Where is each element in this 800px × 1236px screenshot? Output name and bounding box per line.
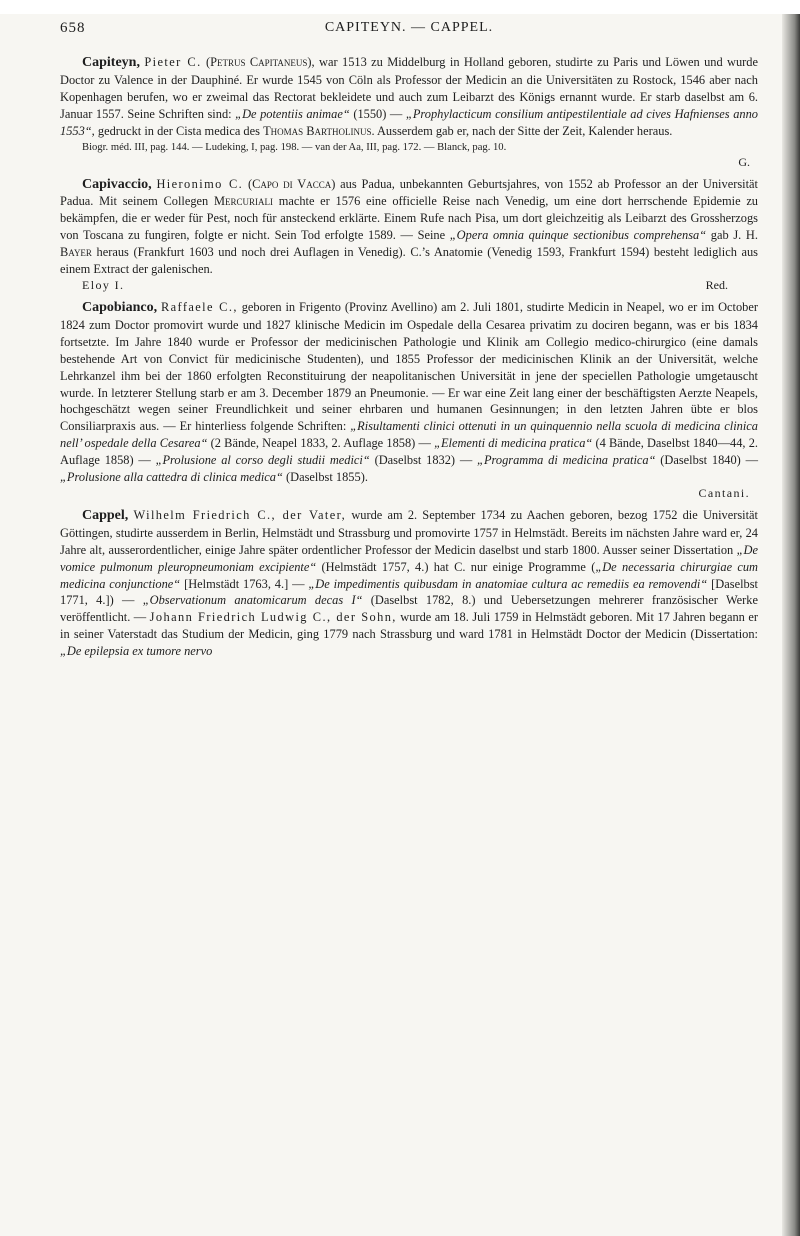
page-number: 658 [60,20,86,36]
entry-name: Capobianco, [82,299,158,315]
entry-text: machte er 1576 eine officielle Reise nach Venedig, um eine dort herrschende Epidemie zu bekämpfen, die er weder für Pest, noch für ansteckend erklärte. Einem Rufe nach Pisa, um dort gleichzeitig als Leibarzt des Grossherzogs von Toscana zu fungiren, folgte er nicht. Sein Tod erfolgte 1589. — Seine [60,194,759,243]
entry-text: war 1513 zu Middelburg in Holland geboren, studirte zu Paris und Löwen und wurde Doctor zu Valence in der Dauphiné. Er wurde 1545 von Cöln als Professor der Medicin an die Universitäten zu Rostock, 1546 aber nach Kopenhagen berufen, wo er zweimal das Rectorat bekleidete und auch zum Leibarzt des Königs ernannt wurde. Er starb daselbst am 6. Januar 1557. Seine Schriften sind: [60,55,759,121]
entry-text: (4 Bände, Daselbst 1840—44, 2. Auflage 1858) — [60,436,758,468]
person-name: Bayer [60,245,92,260]
work-title: „De impedimentis quibusdam in anatomiae cultura ac remediis ea removendi“ [308,576,708,591]
work-title: „Opera omnia quinque sectionibus comprehensa“ [449,228,707,243]
work-title: „De potentiis animae“ [235,106,350,121]
entry-name: Capivaccio, [82,176,152,192]
references: Biogr. méd. III, pag. 144. — Ludeking, I, pag. 198. — van der Aa, III, pag. 172. — Blanck, pag. 10. [82,141,507,153]
entry-author: Raffaele C., [160,299,238,314]
book-page [0,14,800,1236]
entry-text: wurde am 2. September 1734 zu Aachen geboren, bezog 1752 die Universität Göttingen, studirte ausserdem in Berlin, Helmstädt und Strassburg und promovirte 1757 in Helmstädt. Bereits im nächsten Jahre ward er, 24 Jahre alt, ausserordentlicher, einige Jahre später ordentlicher Professor der Medicin daselbst und starb 1800. Ausser seiner Dissertation [60,507,758,557]
entry-text: (Helmstädt 1757, 4.) hat C. nur einige Programme ( [321,559,596,574]
entry-capiteyn [60,54,758,170]
entry-cappel [60,507,758,660]
entry-capobianco [60,299,758,501]
person-name: Johann Friedrich Ludwig C., der Sohn, [149,610,397,625]
entry-text: aus Padua, unbekannten Geburtsjahres, von 1552 ab Professor an der Universität Padua. Mit seinem Collegen [60,176,758,209]
entry-text: (1550) — [353,106,403,121]
entry-author: Hieronimo C. [156,176,244,191]
signature: Cantani. [698,485,750,500]
work-title: „De necessaria chirurgiae cum medicina conjunctione“ [60,559,758,591]
person-name: Thomas Bartholinus. [263,123,375,138]
signature: Red. [705,277,728,292]
work-title: „Prophylacticum consilium antipestilentiale ad cives Hafnienses anno 1553“, [60,106,758,138]
work-title: „Programma di medicina pratica“ [477,453,656,468]
entry-name: Capiteyn, [82,55,140,70]
entry-name: Cappel, [82,507,129,523]
entry-text: (Daselbst 1840) — [660,453,758,468]
page-edge-shadow [782,14,800,1236]
entry-text: [Daselbst 1771, 4.]) — [60,576,758,608]
work-title: „Elementi di medicina pratica“ [434,436,593,451]
entry-text: (2 Bände, Neapel 1833, 2. Auflage 1858) — [210,436,431,451]
entry-text: gab J. H. [710,228,758,243]
entry-author: Wilhelm Friedrich C., der Vater, [133,507,347,522]
entry-text: (Daselbst 1782, 8.) und Uebersetzungen mehrerer französischer Werke veröffentlicht. — [60,593,758,625]
work-title: „De vomice pulmonum pleuropneumoniam excipiente“ [60,542,758,574]
references: Eloy I. [82,277,125,292]
entry-text: heraus (Frankfurt 1603 und noch drei Auflagen in Venedig). C.’s Anatomie (Venedig 1593, Frankfurt 1594) besteht lediglich aus einem Extract der galenischen. [60,245,758,277]
work-title: „Risultamenti clinici ottenuti in un quinquennio nella scuola di medicina clinica nell’ ospedale della Cesarea“ [60,419,759,451]
entry-alias: (Petrus Capitaneus), [205,55,315,69]
entry-text: (Daselbst 1832) — [374,453,473,468]
entry-text: [Helmstädt 1763, 4.] — [184,576,305,591]
entry-capivaccio [60,176,758,293]
entry-text: (Daselbst 1855). [286,470,368,485]
page-header [60,14,758,54]
work-title: „Prolusione al corso degli studii medici“ [155,453,370,468]
entry-text: wurde am 18. Juli 1759 in Helmstädt geboren. Mit 17 Jahren begann er in seiner Vaterstadt das Studium der Medicin, ging 1779 nach Strassburg und ward 1781 in Helmstädt Doctor der Medicin (Dissertation: [60,610,758,642]
work-title: „Prolusione alla cattedra di clinica medica“ [60,470,283,485]
work-title: „De epilepsia ex tumore nervo [60,644,213,659]
work-title: „Observationum anatomicarum decas I“ [142,593,363,608]
entry-text: Ausserdem gab er, nach der Sitte der Zeit, Kalender heraus. [376,123,673,138]
person-name: Mercuriali [213,194,273,209]
entry-alias: (Capo di Vacca) [247,176,336,191]
reference-signature-row [60,278,728,293]
entry-text: geboren in Frigento (Provinz Avellino) am 2. Juli 1801, studirte Medicin in Neapel, wo er im October 1824 zum Doctor promovirt wurde und 1827 klinische Medicin im Ospedale della Cesarea privatim zu dociren begann, was er bis 1834 fortsetzte. Im Jahre 1840 wurde er Professor der medicinischen Pathologie und Klinik am Collegio medico-chirurgico (eine damals bestehende Art von Convict für medicinische Studenten), und 1855 Professor der medicinischen Klinik an der Universität, welche Lehrkanzel ihm bei der 1860 erfolgten Reconstituirung der neapolitanischen Universität in jene der speciellen Pathologie umgetauscht wurde. In letzterer Stellung starb er am 3. December 1879 an Pneumonie. — Er war eine Zeit lang einer der beschäftigsten Aerzte Neapels, hochgeschätzt wegen seiner Freundlichkeit und seiner ehrbaren und humanen Gesinnungen; in den letzten Jahren übte er blos Consiliarpraxis aus. — Er hinterliess folgende Schriften: [60,299,758,434]
entry-author: Pieter C. [144,55,202,69]
running-title: CAPITEYN. — CAPPEL. [324,20,494,35]
entry-text: gedruckt in der Cista medica des [97,123,260,138]
signature: G. [738,154,750,169]
